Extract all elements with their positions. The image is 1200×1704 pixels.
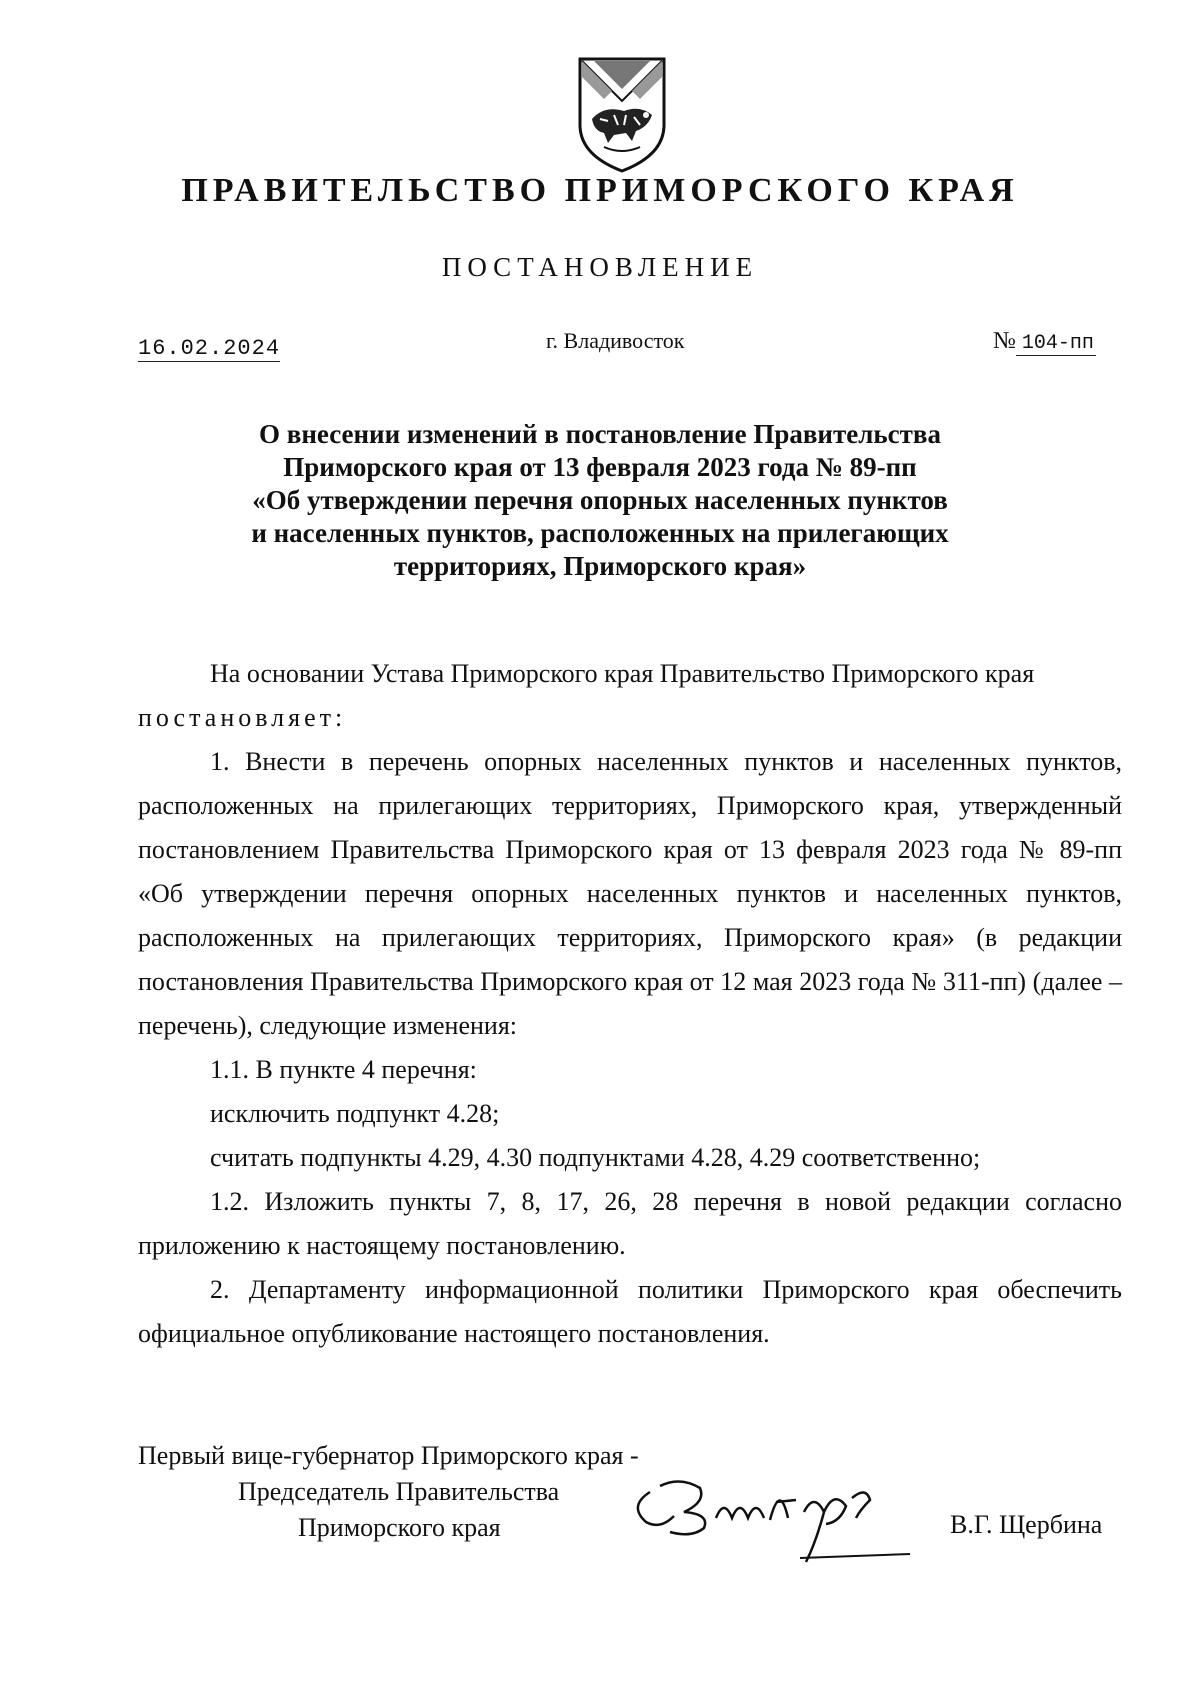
number-prefix: № [993, 328, 1016, 354]
item-2: 2. Департаменту информационной политики Приморского края обеспечить официальное опубликование настоящего постановления. [138, 1275, 1122, 1348]
item-1-1-a: исключить подпункт 4.28; [210, 1099, 500, 1128]
number-value: 104-пп [1016, 332, 1096, 356]
item-1: 1. Внести в перечень опорных населенных пунктов и населенных пунктов, расположенных на прилегающих территориях, Приморского края, утвержденный постановлением Правительства Приморского края от 13 февраля 2023 года № 89-пп «Об утверждении перечня опорных населенных пунктов и населенных пунктов, расположенных на прилегающих территориях, Приморского края» (в редакции постановления Правительства Приморского края от 12 мая 2023 года № 311-пп) (далее – перечень), следующие изменения: [138, 747, 1122, 1040]
item-1-1-b: считать подпункты 4.29, 4.30 подпунктами 4.28, 4.29 соответственно; [210, 1143, 981, 1172]
heading-line: и населенных пунктов, расположенных на прилегающих [251, 518, 949, 548]
heading-line: Приморского края от 13 февраля 2023 года № 89-пп [283, 452, 917, 482]
document-date: 16.02.2024 [138, 336, 281, 361]
intro-paragraph: На основании Устава Приморского края Правительство Приморского края [210, 659, 1035, 688]
position-line: Приморского края [298, 1513, 501, 1542]
item-1-2: 1.2. Изложить пункты 7, 8, 17, 26, 28 перечня в новой редакции согласно приложению к настоящему постановлению. [138, 1187, 1122, 1260]
coat-of-arms-emblem [574, 55, 670, 175]
government-title: ПРАВИТЕЛЬСТВО ПРИМОРСКОГО КРАЯ [181, 172, 1019, 209]
resolves-word: постановляет: [138, 703, 347, 732]
position-line: Первый вице-губернатор Приморского края - [138, 1441, 639, 1470]
document-number [993, 328, 1096, 355]
position-line: Председатель Правительства [238, 1477, 560, 1506]
item-1-1: 1.1. В пункте 4 перечня: [210, 1055, 477, 1084]
heading-line: О внесении изменений в постановление Правительства [259, 419, 941, 449]
heading-line: территориях, Приморского края» [393, 551, 807, 581]
document-heading [200, 418, 1000, 583]
handwritten-signature [620, 1462, 920, 1572]
document-body [138, 652, 1122, 1356]
document-city: г. Владивосток [546, 328, 685, 353]
document-type: ПОСТАНОВЛЕНИЕ [441, 252, 759, 282]
heading-line: «Об утверждении перечня опорных населенных пунктов [252, 485, 948, 515]
signer-name: В.Г. Щербина [950, 1510, 1103, 1539]
